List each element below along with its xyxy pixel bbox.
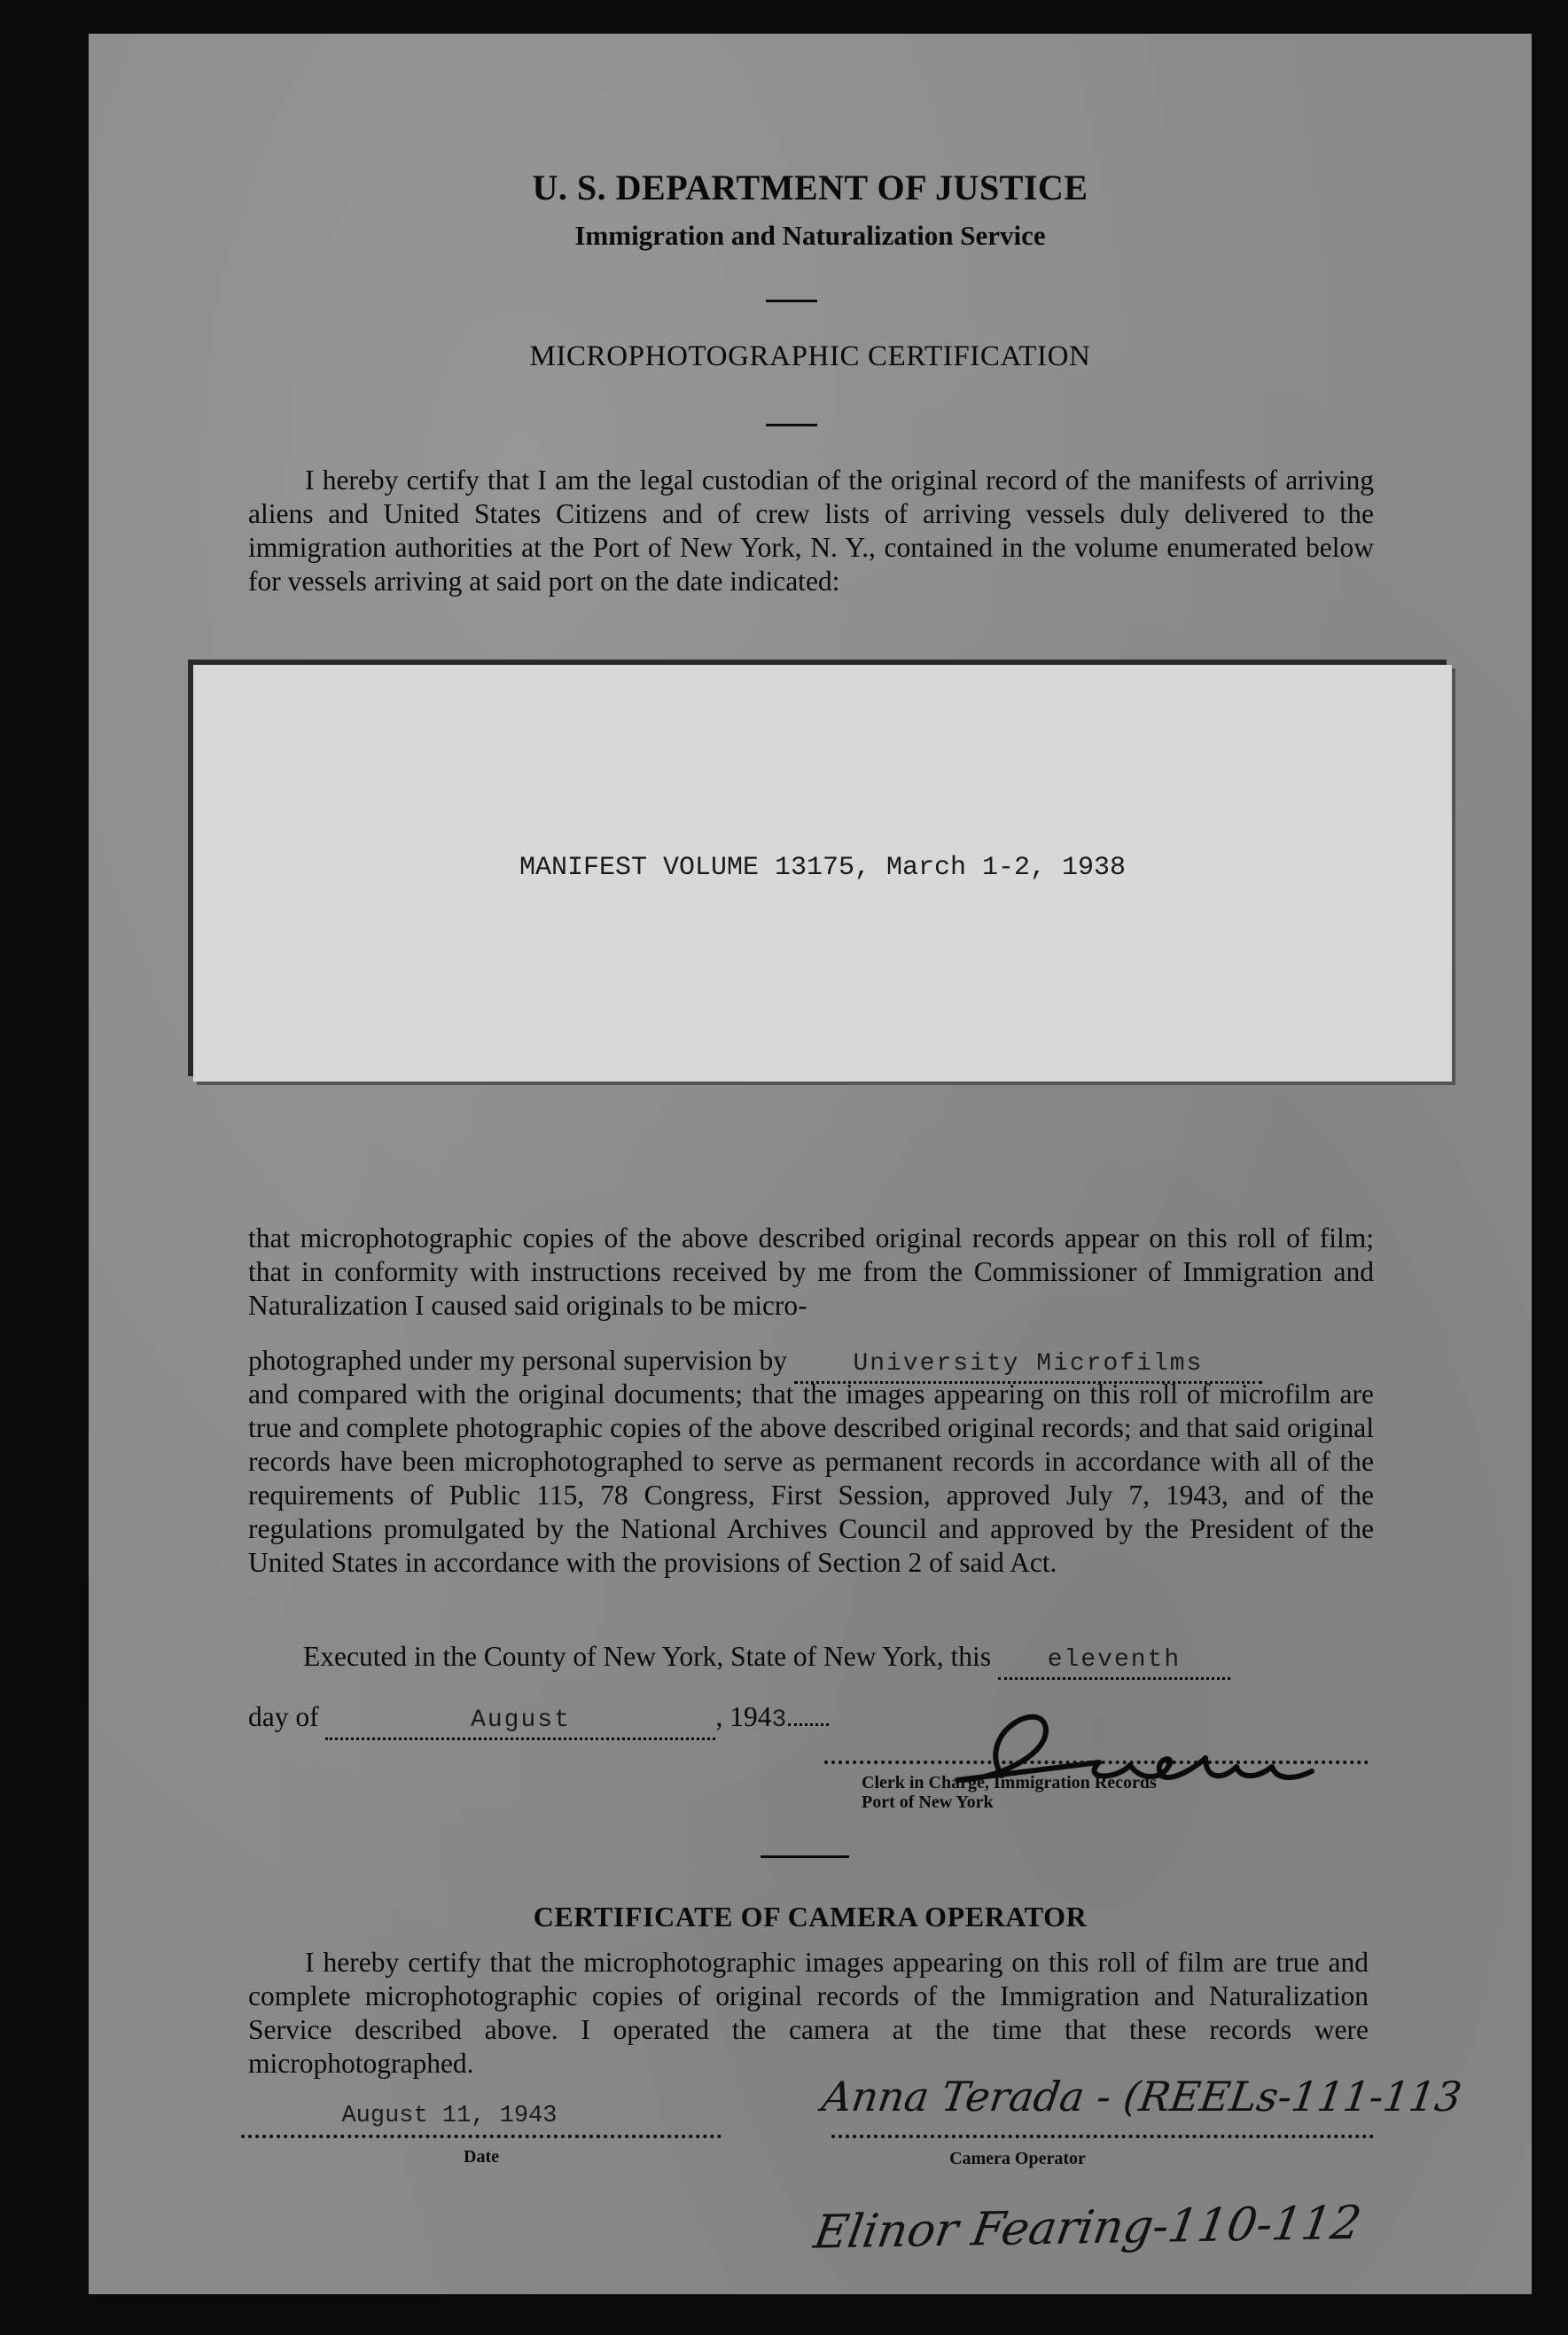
intro-paragraph: I hereby certify that I am the legal custodian of the original record of the manifests of arriving aliens and United States Citizens and of crew lists of arriving vessels duly delivered to the immigration authorities at the Port of New York, N. Y., contained in the volume enumerated below for vessels arriving at said port on the date indicated: [248, 465, 1374, 597]
clerk-title-line2: Port of New York [862, 1792, 994, 1812]
body-paragraph-1: that microphotographic copies of the above described original records appear on this roll of film; that in conformity with instructions received by me from the Commissioner of Immigration and Naturalization I caused said originals to be micro- [248, 1222, 1374, 1321]
clerk-title-line1: Clerk in Charge, Immigration Records [862, 1773, 1157, 1792]
date-label: Date [464, 2147, 499, 2167]
executed-day-field [998, 1640, 1230, 1680]
divider [761, 1855, 849, 1858]
year-prefix: , 194 [715, 1701, 772, 1732]
certification-heading: MICROPHOTOGRAPHIC CERTIFICATION [529, 340, 1091, 372]
day-of-line [248, 1700, 869, 1740]
operator-label: Camera Operator [949, 2149, 1086, 2168]
camera-certificate-heading: CERTIFICATE OF CAMERA OPERATOR [533, 1901, 1088, 1933]
volume-card [193, 665, 1452, 1082]
certificate-page [89, 34, 1532, 2294]
date-value: August 11, 1943 [341, 2103, 558, 2129]
operator-line [831, 2135, 1374, 2138]
date-line [241, 2135, 722, 2138]
photographed-by-prefix: photographed under my personal supervision by [248, 1345, 788, 1376]
clerk-title [862, 1773, 1157, 1812]
executed-prefix: Executed in the County of New York, State of New York, this [303, 1641, 992, 1672]
year-digit: 3 [771, 1706, 789, 1734]
department-title: U. S. DEPARTMENT OF JUSTICE [532, 168, 1088, 207]
second-signature: Elinor Fearing-110-112 [810, 2196, 1365, 2260]
executed-day-value: eleventh [1047, 1646, 1182, 1674]
clerk-signature-line [824, 1761, 1369, 1764]
executed-line [303, 1640, 1376, 1680]
photographed-by-value: University Microfilms [853, 1350, 1204, 1378]
month-field [325, 1700, 715, 1740]
service-subtitle: Immigration and Naturalization Service [574, 220, 1046, 251]
volume-text: MANIFEST VOLUME 13175, March 1-2, 1938 [519, 853, 1127, 883]
body-paragraph-2: and compared with the original documents; that the images appearing on this roll of microfilm are true and complete photographic copies of the above described original records; and that said original records have been microphotographed to serve as permanent records in accordance with all of the requirements of Public 115, 78 Congress, First Session, approved July 7, 1943, and of the regulations promulgated by the National Archives Council and approved by the President of the United States in accordance with the provisions of Section 2 of said Act. [248, 1378, 1374, 1578]
divider [766, 300, 817, 302]
day-of-label: day of [248, 1701, 319, 1732]
month-value: August [471, 1706, 571, 1734]
operator-signature: Anna Terada - (REELs-111-113 [819, 2073, 1465, 2120]
year-dots [788, 1723, 829, 1726]
divider [766, 424, 817, 426]
camera-certificate-paragraph: I hereby certify that the microphotographic images appearing on this roll of film are true and complete microphotographic copies of original records of the Immigration and Naturalization Service described above. I operated the camera at the time that these records were microphotographed. [248, 1947, 1369, 2079]
